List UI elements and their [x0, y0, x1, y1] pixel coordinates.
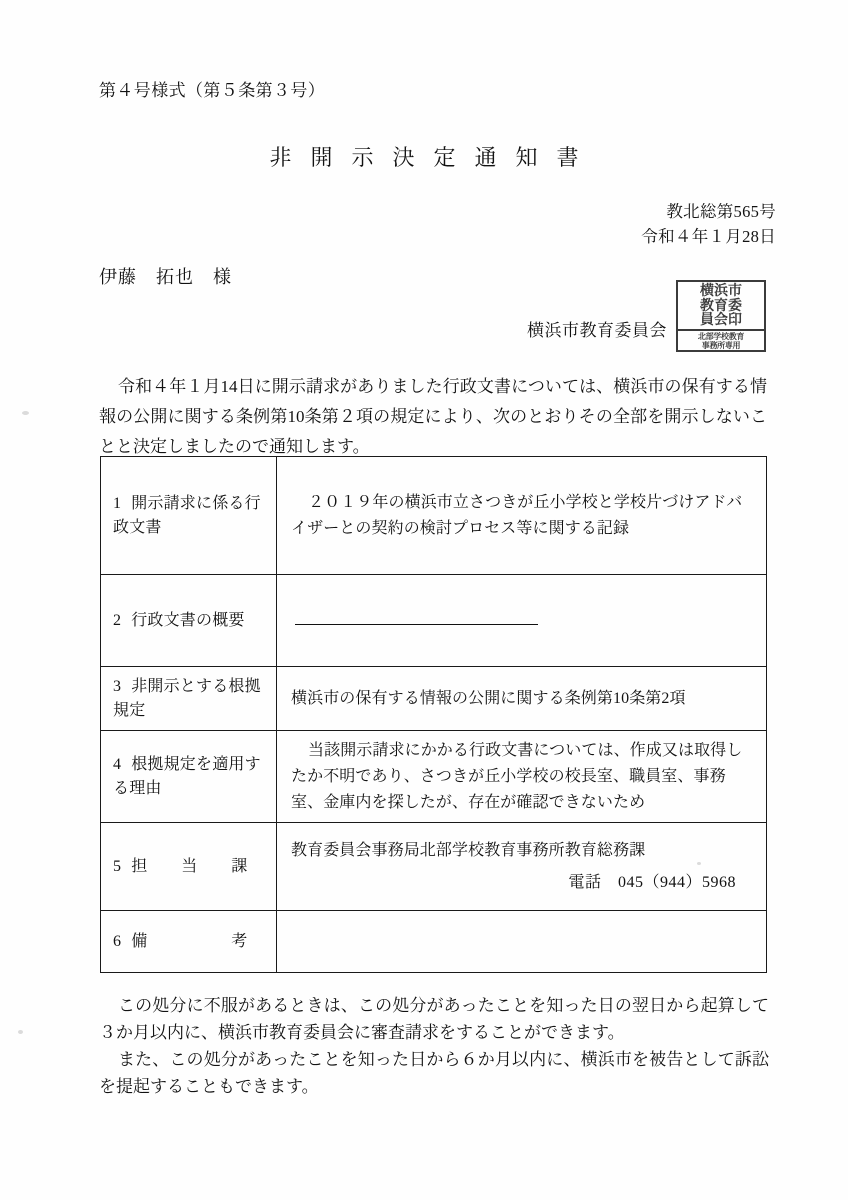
issue-date: 令和４年１月28日: [641, 227, 776, 246]
seal-subrow: 事務所専用: [701, 340, 741, 350]
row-label: 担 当 課: [131, 857, 257, 875]
row-number: 5: [113, 857, 122, 875]
row-label-cell: [101, 823, 277, 911]
seal-row: 横浜市: [700, 282, 742, 299]
row-value-cell: [277, 823, 767, 911]
row-label-cell: [101, 457, 277, 575]
intro-paragraph: [99, 372, 767, 462]
row-label: 根拠規定を適用する理由: [113, 755, 261, 797]
row-label-cell: [101, 667, 277, 731]
closing-paragraphs: [99, 992, 769, 1100]
seal-row: 教育委: [700, 297, 742, 314]
addressee-name: 伊藤 拓也 様: [99, 267, 232, 287]
seal-subrow: 北部学校教育: [697, 331, 745, 341]
reference-block: [641, 199, 776, 249]
contact-phone: 電話 045（944）5968: [568, 873, 736, 891]
row-label: 行政文書の概要: [131, 611, 245, 629]
row-value-cell: [277, 457, 767, 575]
notice-detail-table: [100, 456, 767, 973]
row-value-cell: [277, 667, 767, 731]
row-value-cell: [277, 911, 767, 973]
intro-paragraph-text: 令和４年１月14日に開示請求がありました行政文書については、横浜市の保有する情報の公開に関する条例第10条第２項の規定により、次のとおりその全部を開示しないことと決定しましたので通知します。: [99, 377, 767, 456]
row-number: 2: [113, 611, 122, 629]
table-row: [101, 911, 767, 973]
table-row: [101, 457, 767, 575]
table-row: [101, 575, 767, 667]
row-value: 横浜市の保有する情報の公開に関する条例第10条第2項: [291, 689, 686, 707]
table-row: [101, 731, 767, 823]
row-value: 当該開示請求にかかる行政文書については、作成又は取得したか不明であり、さつきが丘小学校の校長室、職員室、事務室、金庫内を探したが、存在が確認できないため: [291, 741, 743, 811]
table-row: [101, 823, 767, 911]
row-label-cell: [101, 575, 277, 667]
scan-speck: [18, 1030, 23, 1034]
row-number: 1: [113, 494, 122, 512]
row-number: 3: [113, 677, 122, 695]
official-seal-stamp-icon: [676, 280, 766, 352]
table-row: [101, 667, 767, 731]
blank-strikethrough-rule: [295, 611, 538, 625]
row-label: 非開示とする根拠規定: [113, 677, 261, 719]
row-number: 6: [113, 932, 122, 950]
row-value-cell: [277, 731, 767, 823]
form-number: 第４号様式（第５条第３号）: [99, 81, 326, 100]
row-value: ２０１９年の横浜市立さつきが丘小学校と学校片づけアドバイザーとの契約の検討プロセス等に関する記録: [291, 493, 743, 537]
row-label-cell: [101, 911, 277, 973]
closing-paragraph: また、この処分があったことを知った日から６か月以内に、横浜市を被告として訴訟を提起することもできます。: [99, 1050, 769, 1096]
page-title: 非開示決定通知書: [269, 145, 598, 170]
seal-row: 員会印: [700, 312, 742, 329]
row-value: 教育委員会事務局北部学校教育事務所教育総務課: [291, 841, 646, 859]
row-label-cell: [101, 731, 277, 823]
row-number: 4: [113, 755, 122, 773]
seal-sub-section: [678, 331, 764, 350]
scan-speck: [22, 411, 29, 415]
issuer-name: 横浜市教育委員会: [527, 321, 667, 340]
reference-number: 教北総第565号: [666, 202, 776, 221]
seal-main-section: [678, 282, 764, 331]
row-label: 開示請求に係る行政文書: [113, 494, 261, 536]
closing-paragraph: この処分に不服があるときは、この処分があったことを知った日の翌日から起算して３か月以内に、横浜市教育委員会に審査請求をすることができます。: [99, 996, 769, 1042]
row-label: 備 考: [131, 932, 257, 950]
row-value-cell: [277, 575, 767, 667]
